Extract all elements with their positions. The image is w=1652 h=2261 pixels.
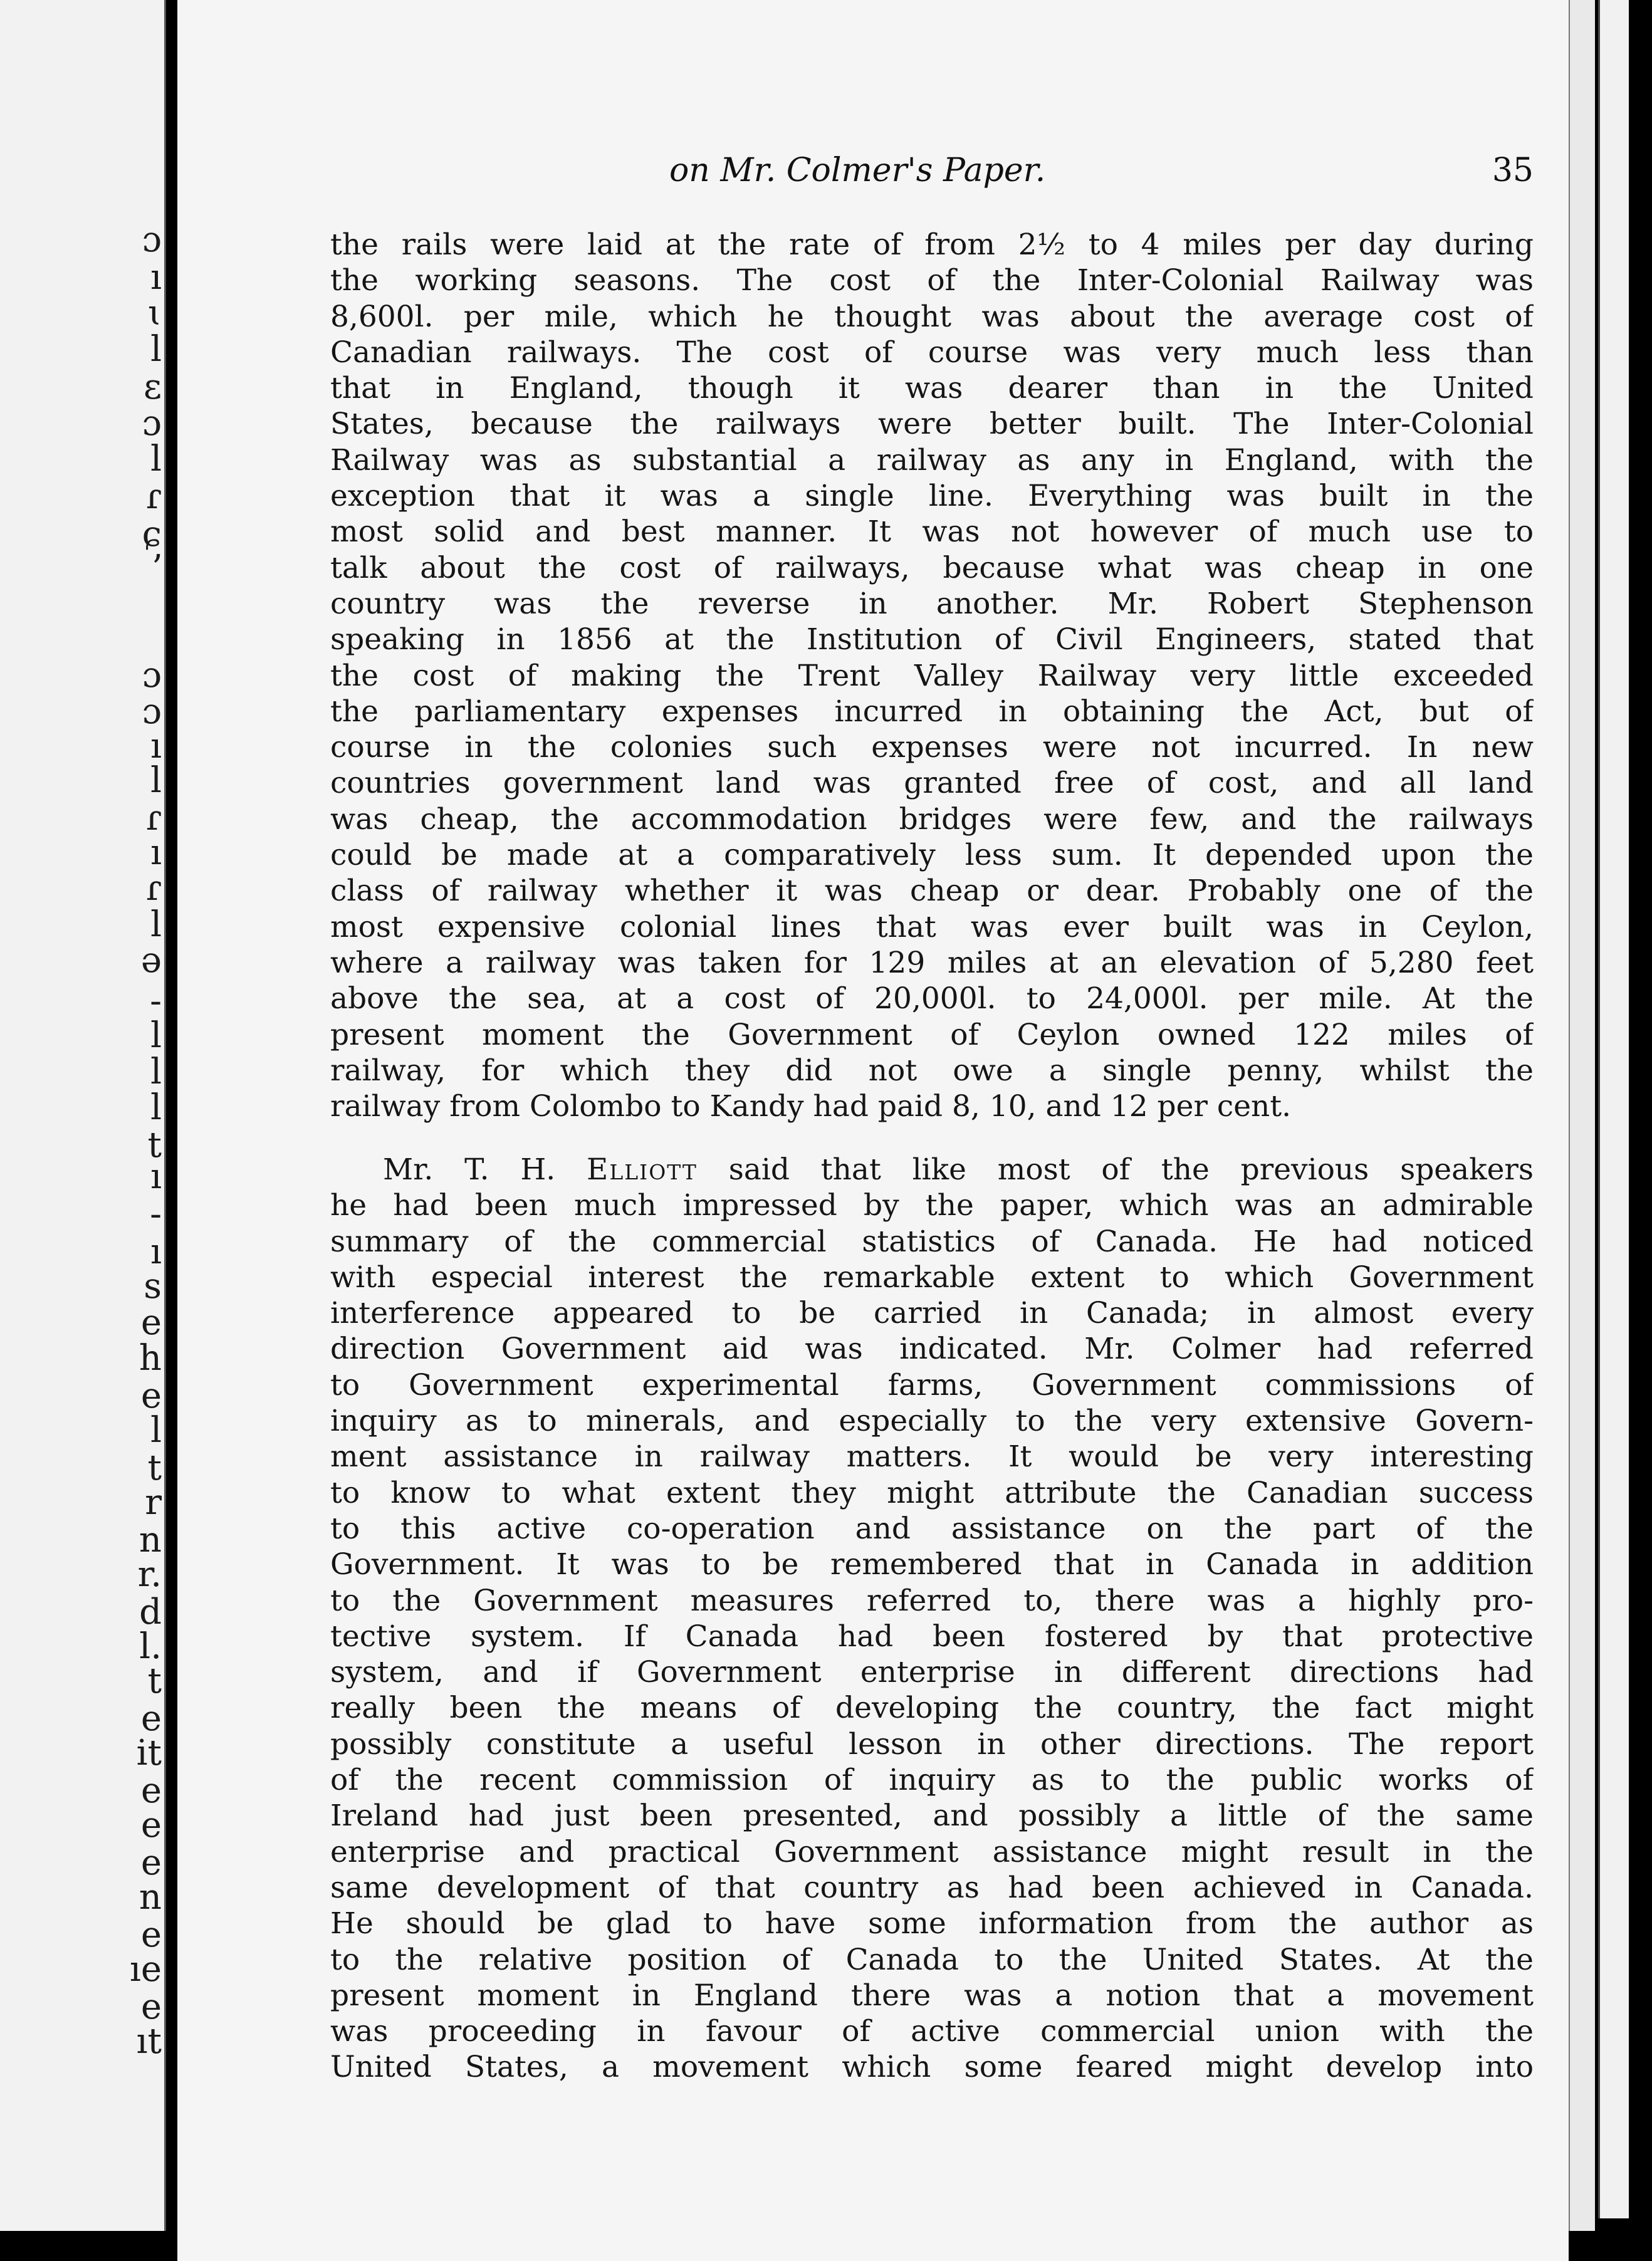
text-line: to know to what extent they might attribute the Canadian success <box>330 1475 1534 1510</box>
text-line: to the relative position of Canada to the United States. At the <box>330 1942 1534 1977</box>
text-line: that in England, though it was dearer than in the United <box>330 371 1534 406</box>
left-page-edge <box>0 0 166 2231</box>
text-line: really been the means of developing the country, the fact might <box>330 1691 1534 1726</box>
text-line: States, because the railways were better built. The Inter-Colonial <box>330 407 1534 442</box>
edge-fragment: l <box>150 1087 162 1128</box>
edge-fragment: l <box>150 439 162 479</box>
edge-fragment: l <box>150 1410 162 1451</box>
edge-fragment: e <box>140 1987 162 2027</box>
text-line: system, and if Government enterprise in different directions had <box>330 1655 1534 1690</box>
edge-fragment: l <box>150 760 162 801</box>
paragraph-elliott-remarks <box>330 1152 1534 2086</box>
text-line: talk about the cost of railways, because what was cheap in one <box>330 550 1534 585</box>
text-line: to the Government measures referred to, there was a highly pro- <box>330 1583 1534 1618</box>
text-line: He should be glad to have some information from the author as <box>330 1906 1534 1941</box>
page-edge-strip <box>1569 0 1595 2231</box>
text-line: most solid and best manner. It was not however of much use to <box>330 514 1534 550</box>
edge-fragment: ɕ <box>142 514 162 555</box>
text-line: could be made at a comparatively less sum. It depended upon the <box>330 838 1534 873</box>
edge-fragment: ɾ <box>145 798 162 838</box>
text-line: country was the reverse in another. Mr. Robert Stephenson <box>330 586 1534 621</box>
text-line: Canadian railways. The cost of course was very much less than <box>330 335 1534 370</box>
edge-fragment: s <box>144 1266 162 1307</box>
edge-fragment: ə <box>140 940 162 981</box>
edge-fragment: n <box>139 1877 162 1918</box>
text-line: possibly constitute a useful lesson in other directions. The report <box>330 1726 1534 1762</box>
text-line: speaking in 1856 at the Institution of Civil Engineers, stated that <box>330 622 1534 657</box>
edge-fragment: ɾ <box>145 476 162 517</box>
edge-fragment: ɩ <box>148 293 162 333</box>
edge-fragment: ı <box>150 1231 162 1272</box>
edge-fragment: e <box>140 1914 162 1955</box>
edge-fragment: ɔ <box>142 219 162 260</box>
edge-fragment: ɔ <box>142 691 162 732</box>
text-line: Ireland had just been presented, and possibly a little of the same <box>330 1799 1534 1834</box>
speaker-prefix: Mr. T. H. <box>383 1152 556 1187</box>
edge-fragment: ʼ <box>150 548 162 589</box>
edge-fragment: ı <box>150 726 162 766</box>
edge-fragment: r <box>145 1482 162 1523</box>
text-line: to Government experimental farms, Government commissions of <box>330 1367 1534 1402</box>
edge-fragment: l <box>150 1052 162 1092</box>
text-line: railway from Colombo to Kandy had paid 8, 10, and 12 per cent. <box>330 1089 1292 1124</box>
edge-fragment: ɛ <box>143 367 162 407</box>
text-line: most expensive colonial lines that was ever built was in Ceylon, <box>330 909 1534 944</box>
text-line: enterprise and practical Government assistance might result in the <box>330 1834 1534 1869</box>
paragraph-railway-costs <box>330 227 1534 1124</box>
edge-fragment: d <box>139 1592 162 1632</box>
text-line: same development of that country as had been achieved in Canada. <box>330 1870 1534 1905</box>
first-line-text: said that like most of the previous speakers <box>728 1152 1534 1187</box>
text-line: Railway was as substantial a railway as any in England, with the <box>330 442 1534 478</box>
text-line: summary of the commercial statistics of Canada. He had noticed <box>330 1224 1534 1259</box>
page-edge-strip-outer <box>1598 0 1629 2218</box>
text-line: the rails were laid at the rate of from 2½ to 4 miles per day during <box>330 227 1534 262</box>
paragraph-first-line <box>330 1152 1534 1188</box>
speaker-name: Elliott <box>587 1152 698 1187</box>
text-line: direction Government aid was indicated. Mr. Colmer had referred <box>330 1332 1534 1367</box>
edge-fragment: n <box>139 1520 162 1560</box>
text-line: with especial interest the remarkable extent to which Government <box>330 1260 1534 1295</box>
edge-fragment: ıe <box>129 1949 162 1990</box>
text-line: class of railway whether it was cheap or dear. Probably one of the <box>330 874 1534 909</box>
edge-fragment: - <box>150 1194 162 1235</box>
text-line: above the sea, at a cost of 20,000l. to 24,000l. per mile. At the <box>330 981 1534 1016</box>
text-line: where a railway was taken for 129 miles at an elevation of 5,280 feet <box>330 945 1534 980</box>
text-line: was cheap, the accommodation bridges were few, and the railways <box>330 802 1534 837</box>
text-line: Government. It was to be remembered that in Canada in addition <box>330 1547 1534 1582</box>
running-head-title: on Mr. Colmer's Paper. <box>669 152 1046 189</box>
text-line: tective system. If Canada had been fostered by that protective <box>330 1619 1534 1654</box>
edge-fragment: h <box>139 1338 162 1379</box>
edge-fragment: t <box>147 1125 162 1166</box>
edge-fragment: e <box>140 1842 162 1883</box>
edge-fragment: e <box>140 1805 162 1846</box>
edge-fragment: ɾ <box>145 868 162 909</box>
edge-fragment: l. <box>139 1626 162 1667</box>
edge-fragment: - <box>150 981 162 1021</box>
text-line: was proceeding in favour of active commercial union with the <box>330 2014 1534 2049</box>
edge-fragment: l <box>150 1015 162 1056</box>
running-head <box>177 152 1534 196</box>
edge-fragment: ı <box>150 1156 162 1197</box>
edge-fragment: l <box>150 904 162 945</box>
edge-fragment: t <box>147 1661 162 1701</box>
text-line: 8,600l. per mile, which he thought was about the average cost of <box>330 299 1534 334</box>
edge-fragment: it <box>136 1733 162 1773</box>
text-line: the working seasons. The cost of the Inter-Colonial Railway was <box>330 263 1534 298</box>
text-line: United States, a movement which some feared might develop into <box>330 2050 1534 2085</box>
text-line: exception that it was a single line. Everything was built in the <box>330 479 1534 514</box>
text-line: present moment in England there was a notion that a movement <box>330 1978 1534 2013</box>
text-line: countries government land was granted free of cost, and all land <box>330 766 1534 801</box>
edge-fragment: ıt <box>136 2021 162 2062</box>
text-line: ment assistance in railway matters. It would be very interesting <box>330 1439 1534 1475</box>
edge-fragment: ɔ <box>142 403 162 444</box>
text-line: of the recent commission of inquiry as to the public works of <box>330 1763 1534 1798</box>
edge-fragment: r. <box>137 1554 162 1595</box>
edge-fragment: ı <box>150 257 162 298</box>
text-line: the cost of making the Trent Valley Railway very little exceeded <box>330 658 1534 693</box>
edge-fragment: e <box>140 1698 162 1739</box>
text-line: interference appeared to be carried in Canada; in almost every <box>330 1296 1534 1331</box>
edge-fragment: t <box>147 1448 162 1488</box>
edge-fragment: l <box>150 329 162 370</box>
text-line: railway, for which they did not owe a single penny, whilst the <box>330 1053 1534 1088</box>
text-line: to this active co-operation and assistance on the part of the <box>330 1511 1534 1546</box>
text-line: inquiry as to minerals, and especially to the very extensive Govern- <box>330 1404 1534 1439</box>
text-line: he had been much impressed by the paper, which was an admirable <box>330 1188 1534 1223</box>
edge-fragment: e <box>140 1376 162 1416</box>
edge-fragment: ɔ <box>142 655 162 696</box>
page-number: 35 <box>1492 152 1534 189</box>
text-line: present moment the Government of Ceylon owned 122 miles of <box>330 1017 1534 1052</box>
edge-fragment: e <box>140 1770 162 1811</box>
text-line: course in the colonies such expenses were not incurred. In new <box>330 730 1534 765</box>
text-line: the parliamentary expenses incurred in obtaining the Act, but of <box>330 694 1534 729</box>
edge-fragment: ı <box>150 832 162 873</box>
edge-fragment: e <box>140 1302 162 1343</box>
right-page <box>177 0 1569 2261</box>
